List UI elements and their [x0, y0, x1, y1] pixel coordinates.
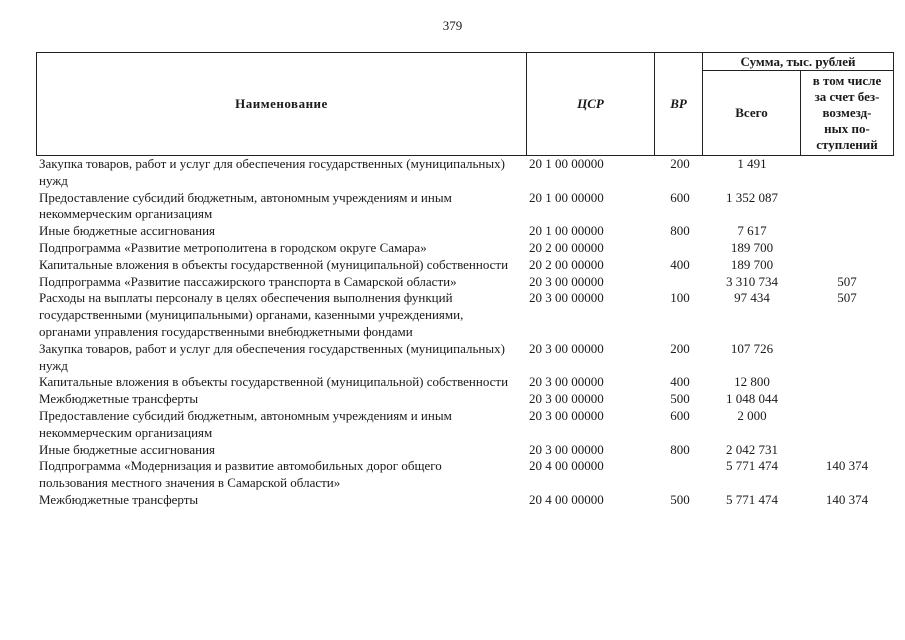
row-name: Подпрограмма «Развитие пассажирского транспорта в Самарской области» — [39, 273, 457, 289]
header-vr: ВР — [670, 96, 687, 111]
row-total: 107 726 — [730, 340, 774, 356]
table-row — [36, 223, 894, 240]
row-csr: 20 4 00 00000 — [529, 491, 604, 507]
row-free — [800, 391, 894, 408]
row-name: Иные бюджетные ассигнования — [39, 441, 216, 457]
row-vr: 400 — [670, 374, 690, 390]
row-name: Предоставление субсидий бюджетным, автономным учреждениям и иным некоммерческим организациям — [39, 407, 452, 440]
row-total: 3 310 734 — [726, 273, 778, 289]
row-free: 507 — [837, 290, 857, 306]
row-total: 189 700 — [730, 256, 774, 272]
table-row — [36, 290, 894, 340]
header-free-line: ступлений — [816, 137, 878, 152]
table-row — [36, 341, 894, 375]
row-csr: 20 3 00 00000 — [529, 340, 604, 356]
row-csr: 20 1 00 00000 — [529, 223, 604, 239]
table-row — [36, 391, 894, 408]
row-vr: 200 — [670, 156, 690, 171]
row-free: 507 — [837, 273, 857, 289]
header-free-line: возмезд- — [822, 105, 872, 120]
header-free-line: в том числе — [812, 73, 882, 88]
row-free — [800, 442, 894, 459]
row-csr: 20 2 00 00000 — [529, 239, 604, 255]
header-free-line: ных по- — [824, 121, 870, 136]
row-name: Капитальные вложения в объекты государственной (муниципальной) собственности — [39, 256, 509, 272]
row-vr: 400 — [670, 256, 690, 272]
row-name: Подпрограмма «Модернизация и развитие автомобильных дорог общего пользования местного значения в Самарской области» — [39, 458, 442, 491]
row-name: Закупка товаров, работ и услуг для обеспечения государственных (муниципальных) нужд — [39, 340, 505, 373]
row-total: 12 800 — [734, 374, 770, 390]
header-csr: ЦСР — [577, 96, 604, 111]
row-name: Межбюджетные трансферты — [39, 391, 199, 407]
row-csr: 20 3 00 00000 — [529, 374, 604, 390]
row-vr: 800 — [670, 223, 690, 239]
table-row — [36, 156, 894, 190]
row-free — [800, 240, 894, 257]
row-name: Закупка товаров, работ и услуг для обеспечения государственных (муниципальных) нужд — [39, 156, 505, 188]
row-free — [800, 341, 894, 375]
row-csr: 20 3 00 00000 — [529, 290, 604, 306]
row-csr: 20 4 00 00000 — [529, 458, 604, 474]
table-row — [36, 257, 894, 274]
table-row — [36, 374, 894, 391]
header-free-line: за счет без- — [814, 89, 880, 104]
row-free — [800, 190, 894, 224]
row-name: Подпрограмма «Развитие метрополитена в городском округе Самара» — [39, 239, 427, 255]
row-vr: 100 — [670, 290, 690, 306]
row-name: Расходы на выплаты персоналу в целях обеспечения выполнения функций государственными (муниципальными) органами, казенными учреждениями, органами управления государственными внебюджетными фондами — [39, 290, 464, 339]
row-name: Капитальные вложения в объекты государственной (муниципальной) собственности — [39, 374, 509, 390]
row-csr: 20 3 00 00000 — [529, 273, 604, 289]
row-free: 140 374 — [825, 491, 869, 507]
table-row — [36, 492, 894, 509]
row-csr: 20 3 00 00000 — [529, 407, 604, 423]
row-name: Иные бюджетные ассигнования — [39, 223, 216, 239]
row-total: 189 700 — [730, 239, 774, 255]
row-free — [800, 408, 894, 442]
row-vr: 200 — [670, 340, 690, 356]
table-row — [36, 408, 894, 442]
budget-table — [36, 156, 894, 509]
row-free — [800, 223, 894, 240]
table-row — [36, 442, 894, 459]
row-total: 5 771 474 — [726, 491, 778, 507]
row-csr: 20 1 00 00000 — [529, 156, 604, 171]
page-number: 379 — [442, 18, 463, 33]
row-vr — [656, 458, 704, 492]
row-total: 2 042 731 — [726, 441, 778, 457]
row-csr: 20 3 00 00000 — [529, 441, 604, 457]
row-total: 1 352 087 — [726, 189, 778, 205]
row-vr — [656, 274, 704, 291]
table-row — [36, 274, 894, 291]
header-sum-group: Сумма, тыс. рублей — [740, 53, 856, 69]
row-name: Межбюджетные трансферты — [39, 491, 199, 507]
row-vr: 600 — [670, 189, 690, 205]
row-csr: 20 1 00 00000 — [529, 189, 604, 205]
header-name: Наименование — [235, 96, 328, 111]
row-total: 1 491 — [737, 156, 767, 171]
row-free — [800, 156, 894, 190]
row-total: 5 771 474 — [726, 458, 778, 474]
row-csr: 20 2 00 00000 — [529, 256, 604, 272]
row-vr: 500 — [670, 491, 690, 507]
table-row — [36, 458, 894, 492]
row-total: 97 434 — [734, 290, 770, 306]
header-free — [800, 70, 894, 156]
row-free — [800, 257, 894, 274]
row-total: 2 000 — [737, 407, 767, 423]
row-vr: 800 — [670, 441, 690, 457]
row-free — [800, 374, 894, 391]
row-total: 7 617 — [737, 223, 767, 239]
row-csr: 20 3 00 00000 — [529, 391, 604, 407]
row-vr: 500 — [670, 391, 690, 407]
row-total: 1 048 044 — [726, 391, 778, 407]
row-vr: 600 — [670, 407, 690, 423]
row-free: 140 374 — [825, 458, 869, 474]
row-vr — [656, 240, 704, 257]
header-total: Всего — [735, 105, 768, 120]
table-row — [36, 190, 894, 224]
table-header — [36, 52, 894, 156]
row-name: Предоставление субсидий бюджетным, автономным учреждениям и иным некоммерческим организациям — [39, 189, 452, 222]
table-row — [36, 240, 894, 257]
